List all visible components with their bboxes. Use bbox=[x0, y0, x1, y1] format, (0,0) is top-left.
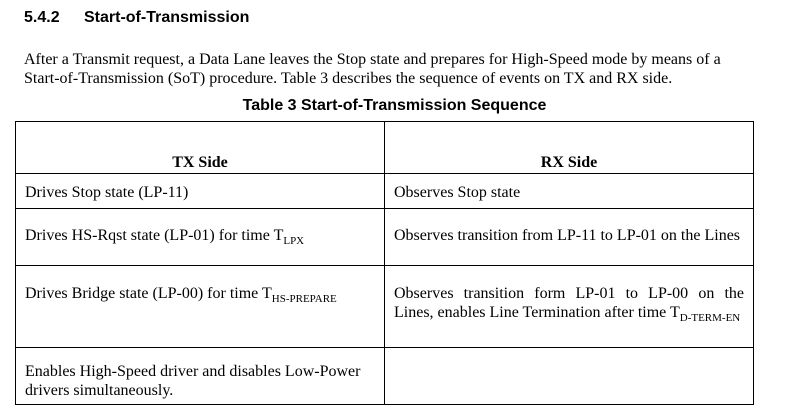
intro-paragraph: After a Transmit request, a Data Lane leaves the Stop state and prepares for High-Speed mode by means of a Start-of-Transmission (SoT) procedure. Table 3 describes the sequence of events on TX and RX side. bbox=[24, 51, 721, 87]
tx-cell bbox=[16, 209, 385, 266]
table-row bbox=[16, 348, 754, 405]
rx-cell bbox=[385, 266, 754, 348]
section-title: Start-of-Transmission bbox=[84, 9, 250, 26]
rx-cell bbox=[385, 174, 754, 209]
tx-text: Enables High-Speed driver and disables Low-Power drivers simultaneously. bbox=[25, 363, 361, 399]
section-number: 5.4.2 bbox=[24, 9, 60, 26]
rx-text: Observes Stop state bbox=[394, 184, 521, 201]
rx-cell bbox=[385, 209, 754, 266]
table-row bbox=[16, 266, 754, 348]
table-row bbox=[16, 174, 754, 209]
rx-text: Observes transition from LP-11 to LP-01 on the Lines bbox=[394, 227, 741, 244]
header-rx-side: RX Side bbox=[385, 122, 754, 174]
tx-text: Drives Stop state (LP-11) bbox=[25, 184, 189, 201]
table-caption: Table 3 Start-of-Transmission Sequence bbox=[242, 97, 547, 114]
rx-text: Observes transition form LP-01 to LP-00 on the Lines, enables Line Termination after time T bbox=[394, 285, 744, 321]
tx-text: Drives Bridge state (LP-00) for time T bbox=[25, 285, 272, 302]
sot-sequence-table bbox=[15, 121, 754, 405]
rx-cell bbox=[385, 348, 754, 405]
tx-subscript: HS-PREPARE bbox=[271, 293, 337, 305]
tx-cell bbox=[16, 266, 385, 348]
rx-text-wrap bbox=[394, 284, 744, 322]
table-header-row bbox=[16, 122, 754, 174]
header-tx-side: TX Side bbox=[16, 122, 385, 174]
tx-cell bbox=[16, 348, 385, 405]
tx-cell bbox=[16, 174, 385, 209]
rx-subscript: D-TERM-EN bbox=[679, 312, 741, 324]
tx-text: Drives HS-Rqst state (LP-01) for time T bbox=[25, 227, 284, 244]
section-heading bbox=[24, 9, 249, 27]
tx-subscript: LPX bbox=[283, 235, 305, 247]
table-row bbox=[16, 209, 754, 266]
